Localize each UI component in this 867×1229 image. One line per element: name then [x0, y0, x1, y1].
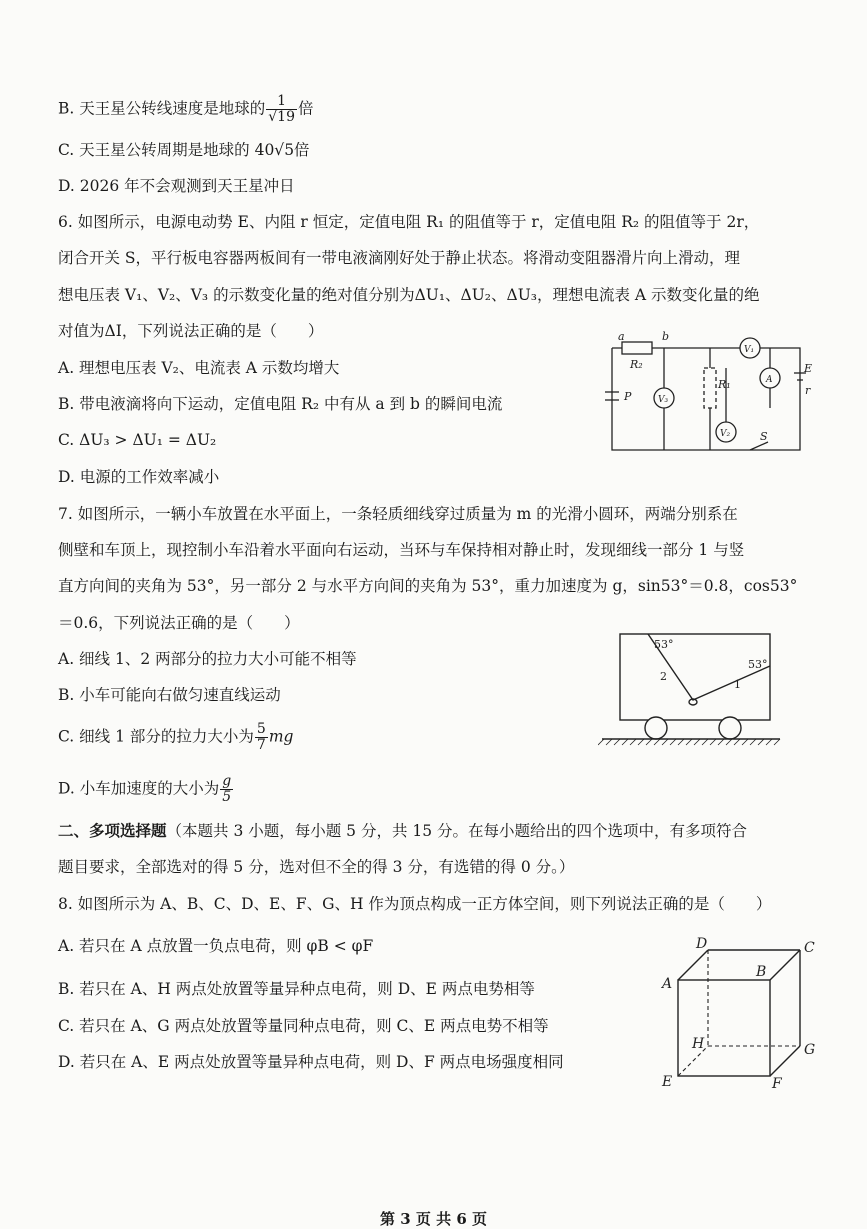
q7-option-c	[58, 722, 293, 753]
fraction-numerator: g	[222, 773, 232, 789]
q7-option-d	[58, 774, 234, 805]
section-2-desc-1: （本题共 3 小题，每小题 5 分，共 15 分。在每小题给出的四个选项中，有多项符合	[166, 822, 748, 840]
vertex-b: B	[756, 964, 767, 980]
label-r1: R₁	[718, 378, 731, 391]
q8-option-b: B. 若只在 A、H 两点处放置等量异种点电荷，则 D、E 两点电势相等	[58, 980, 535, 998]
cube-diagram	[658, 930, 828, 1095]
label-s: S	[760, 430, 768, 443]
label-r: r	[805, 384, 811, 397]
q8-option-c: C. 若只在 A、G 两点处放置等量同种点电荷，则 C、E 两点电势不相等	[58, 1017, 549, 1035]
vertex-e: E	[662, 1074, 673, 1090]
q7-stem-line-2: 侧壁和车顶上，现控制小车沿着水平面向右运动，当环与车保持相对静止时，发现细线一部分 1 与竖	[58, 541, 745, 559]
q6-stem-line-4: 对值为ΔI，下列说法正确的是（ ）	[58, 322, 324, 340]
q8-option-d: D. 若只在 A、E 两点处放置等量异种点电荷，则 D、F 两点电场强度相同	[58, 1053, 564, 1071]
q5-option-d: D. 2026 年不会观测到天王星冲日	[58, 177, 295, 195]
q8-option-a: A. 若只在 A 点放置一负点电荷，则 φB < φF	[58, 937, 374, 955]
label-e: E	[804, 362, 813, 375]
q6-option-b: B. 带电液滴将向下运动，定值电阻 R₂ 中有从 a 到 b 的瞬间电流	[58, 395, 503, 413]
section-2-title: 二、多项选择题	[58, 821, 167, 840]
fraction-denominator: √19	[268, 109, 295, 125]
q6-option-a: A. 理想电压表 V₂、电流表 A 示数均增大	[58, 359, 340, 377]
label-r2: R₂	[630, 358, 643, 371]
label-v1: V₁	[744, 345, 755, 355]
fraction-denominator: 7	[256, 737, 266, 753]
q5-option-b	[58, 94, 314, 125]
section-2-desc-2: 题目要求，全部选对的得 5 分，选对但不全的得 3 分，有选错的得 0 分。）	[58, 858, 575, 876]
vertex-h: H	[692, 1036, 705, 1052]
fraction	[266, 94, 297, 125]
angle-label-1: 53°	[654, 638, 674, 651]
vertex-d: D	[696, 936, 708, 952]
label-a: a	[618, 330, 625, 343]
vertex-g: G	[804, 1042, 816, 1058]
string-label-2: 2	[660, 670, 667, 683]
q7-stem-line-4: ＝0.6，下列说法正确的是（ ）	[58, 614, 300, 632]
label-ammeter: A	[766, 375, 773, 385]
circuit-diagram	[600, 328, 820, 458]
fraction	[220, 774, 233, 805]
q7-option-d-text: D. 小车加速度的大小为	[58, 779, 220, 798]
q5-option-b-suffix: 倍	[298, 99, 314, 118]
q6-option-d: D. 电源的工作效率减小	[58, 468, 220, 486]
q7-stem-line-1: 7. 如图所示，一辆小车放置在水平面上，一条轻质细线穿过质量为 m 的光滑小圆环，两端分别系在	[58, 505, 738, 523]
label-b: b	[662, 330, 670, 343]
label-v3: V₃	[658, 395, 669, 405]
q8-stem: 8. 如图所示为 A、B、C、D、E、F、G、H 作为顶点构成一正方体空间，则下列说法正确的是（ ）	[58, 895, 772, 913]
vertex-f: F	[772, 1076, 782, 1092]
q6-stem-line-1: 6. 如图所示，电源电动势 E、内阻 r 恒定，定值电阻 R₁ 的阻值等于 r，定值电阻 R₂ 的阻值等于 2r，	[58, 213, 760, 231]
page-footer: 第 3 页 共 6 页	[380, 1210, 487, 1228]
fraction	[255, 722, 268, 753]
q7-option-c-text: C. 细线 1 部分的拉力大小为	[58, 727, 254, 746]
q6-stem-line-2: 闭合开关 S，平行板电容器两板间有一带电液滴刚好处于静止状态。将滑动变阻器滑片向上滑动，理	[58, 249, 741, 267]
fraction-denominator: 5	[222, 789, 232, 805]
q6-option-c: C. ΔU₃ > ΔU₁ = ΔU₂	[58, 431, 217, 449]
q7-option-b: B. 小车可能向右做匀速直线运动	[58, 686, 281, 704]
angle-label-2: 53°	[748, 658, 768, 671]
vertex-c: C	[804, 940, 815, 956]
q7-option-c-suffix: mg	[268, 727, 294, 746]
q6-stem-line-3: 想电压表 V₁、V₂、V₃ 的示数变化量的绝对值分别为ΔU₁、ΔU₂、ΔU₃，理想电流表 A 示数变化量的绝	[58, 286, 760, 304]
q5-option-c: C. 天王星公转周期是地球的 40√5倍	[58, 141, 310, 159]
cart-diagram	[598, 628, 788, 746]
label-p: P	[624, 390, 632, 403]
section-2-header	[58, 820, 747, 842]
string-label-1: 1	[734, 678, 741, 691]
label-v2: V₂	[720, 429, 731, 439]
fraction-numerator: 1	[266, 94, 297, 110]
q5-option-b-text: B. 天王星公转线速度是地球的	[58, 99, 266, 118]
q7-stem-line-3: 直方向间的夹角为 53°，另一部分 2 与水平方向间的夹角为 53°，重力加速度为 g，sin53°＝0.8，cos53°	[58, 577, 798, 595]
vertex-a: A	[662, 976, 673, 992]
fraction-numerator: 5	[256, 721, 266, 737]
q7-option-a: A. 细线 1、2 两部分的拉力大小可能不相等	[58, 650, 357, 668]
